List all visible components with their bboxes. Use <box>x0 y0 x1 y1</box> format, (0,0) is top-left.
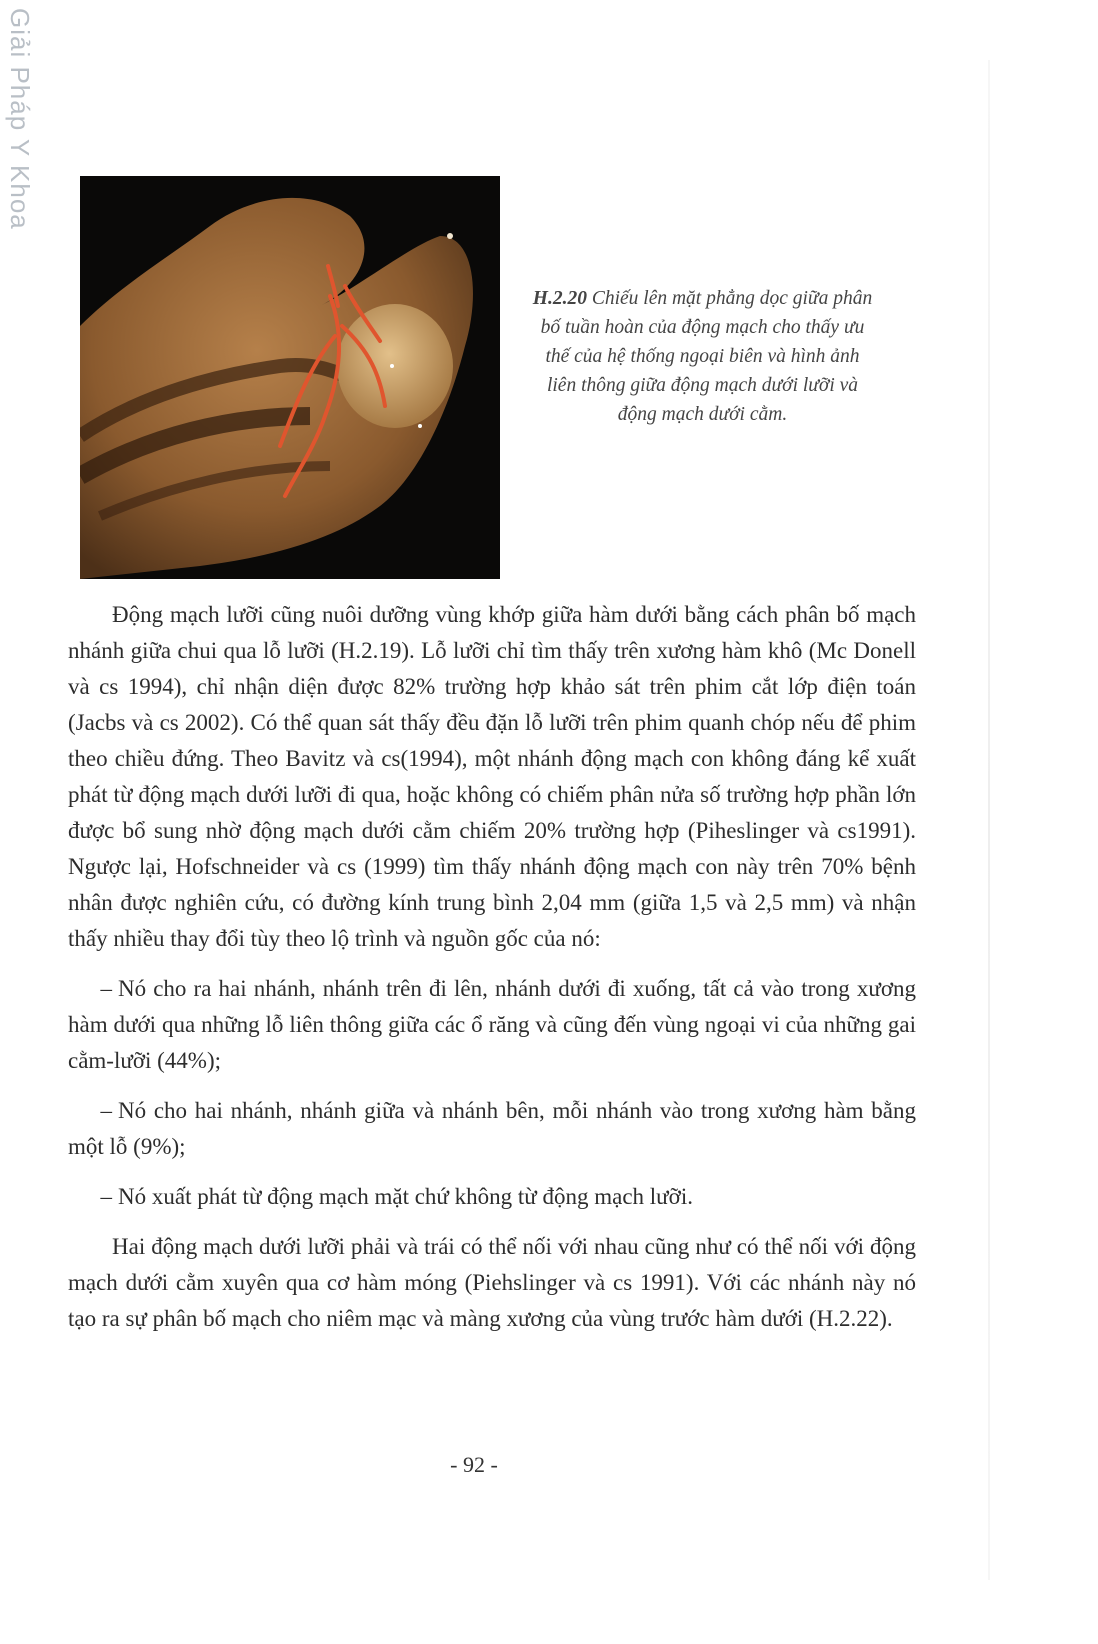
dash-marker: – <box>100 976 112 1001</box>
dash-marker: – <box>100 1184 112 1209</box>
list-item-text: Nó xuất phát từ động mạch mặt chứ không từ động mạch lưỡi. <box>118 1184 693 1209</box>
figure-caption-text: Chiếu lên mặt phẳng dọc giữa phân bố tuần hoàn của động mạch cho thấy ưu thế của hệ thống ngoại biên và hình ảnh liên thông giữa động mạch dưới lưỡi và động mạch dưới cằm. <box>540 288 873 425</box>
dash-marker: – <box>100 1098 112 1123</box>
list-item-text: Nó cho hai nhánh, nhánh giữa và nhánh bên, mỗi nhánh vào trong xương hàm bằng một lỗ (9%); <box>68 1098 916 1159</box>
figure-number: H.2.20 <box>532 288 587 309</box>
paragraph: Động mạch lưỡi cũng nuôi dưỡng vùng khớp giữa hàm dưới bằng cách phân bố mạch nhánh giữa chui qua lỗ lưỡi (H.2.19). Lỗ lưỡi chỉ tìm thấy trên xương hàm khô (Mc Donell và cs 1994), chỉ nhận diện được 82% trường hợp khảo sát trên phim cắt lớp điện toán (Jacbs và cs 2002). Có thể quan sát thấy đều đặn lỗ lưỡi trên phim quanh chóp nếu để phim theo chiều đứng. Theo Bavitz và cs(1994), một nhánh động mạch con không đáng kể xuất phát từ động mạch dưới lưỡi đi qua, hoặc không có chiếm phân nửa số trường hợp phần lớn được bổ sung nhờ động mạch dưới cằm chiếm 20% trường hợp (Piheslinger và cs1991). Ngược lại, Hofschneider và cs (1999) tìm thấy nhánh động mạch con này trên 70% bệnh nhân được nghiên cứu, có đường kính trung bình 2,04 mm (giữa 1,5 và 2,5 mm) và nhận thấy nhiều thay đổi tùy theo lộ trình và nguồn gốc của nó: <box>68 602 916 951</box>
paragraph: Hai động mạch dưới lưỡi phải và trái có thể nối với nhau cũng như có thể nối với động mạch dưới cằm xuyên qua cơ hàm móng (Piehslinger và cs 1991). Với các nhánh này nó tạo ra sự phân bố mạch cho niêm mạc và màng xương của vùng trước hàm dưới (H.2.22). <box>68 1234 916 1331</box>
watermark: Giải Pháp Y Khoa <box>5 8 35 230</box>
page-edge-shadow <box>988 60 990 1580</box>
page-number: - 92 - <box>450 1452 498 1477</box>
gland <box>337 304 453 428</box>
list-item <box>68 1093 916 1165</box>
list-item <box>68 1179 916 1215</box>
body-text <box>68 597 916 1351</box>
anatomical-photo <box>80 176 500 579</box>
list-item-text: Nó cho ra hai nhánh, nhánh trên đi lên, nhánh dưới đi xuống, tất cả vào trong xương hàm dưới qua những lỗ liên thông giữa các ổ răng và cũng đến vùng ngoại vi của những gai cằm-lưỡi (44%); <box>68 976 916 1073</box>
figure-caption <box>530 284 875 429</box>
list-item <box>68 971 916 1079</box>
specimen-illustration <box>80 176 500 579</box>
